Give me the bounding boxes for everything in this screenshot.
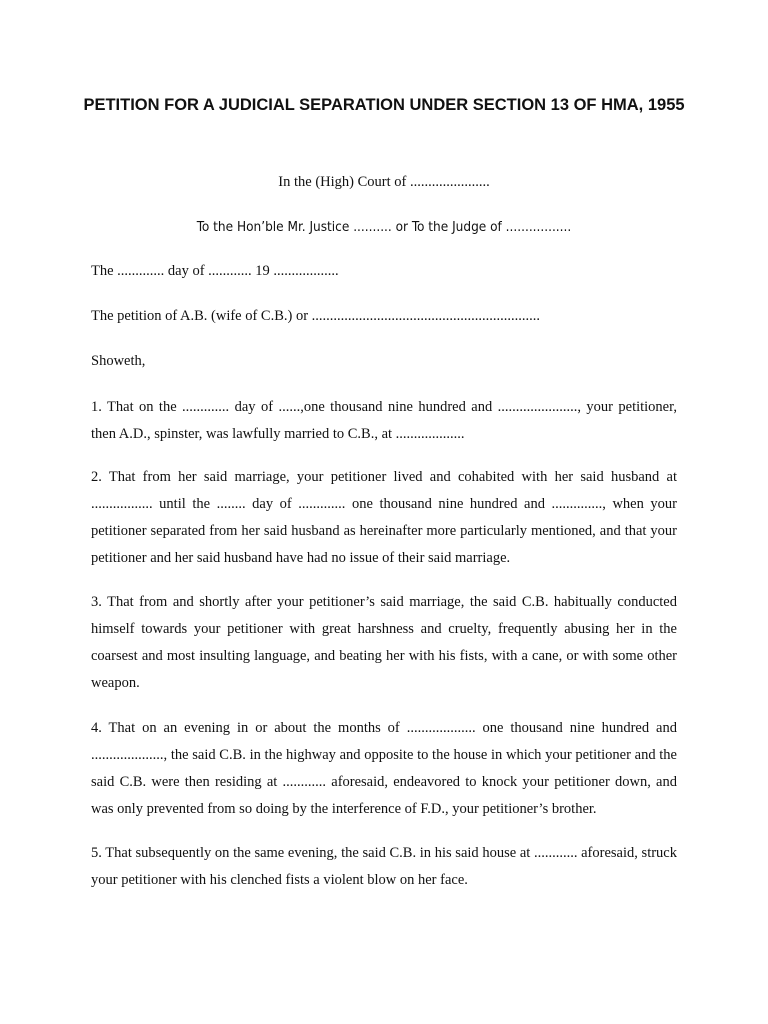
- date-line: The ............. day of ............ 19 ..................: [91, 263, 339, 279]
- paragraph-5: 5. That subsequently on the same evening, the said C.B. in his said house at ............ aforesaid, struck your petitioner with his clenched fists a violent blow on her face.: [91, 845, 677, 888]
- paragraph-4: 4. That on an evening in or about the months of ................... one thousand nine hundred and ...................., the said C.B. in the highway and opposite to the house in which your petitioner and the said C.B. were then residing at ............ aforesaid, endeavored to knock your petitioner down, and was only prevented from so doing by the interference of F.D., your petitioner’s brother.: [91, 720, 677, 817]
- addressee-line: To the Hon’ble Mr. Justice .......... or To the Judge of .................: [196, 219, 572, 235]
- paragraph-3: 3. That from and shortly after your petitioner’s said marriage, the said C.B. habitually conducted himself towards your petitioner with great harshness and cruelty, frequently abusing her in the coarsest and most insulting language, and beating her with his fists, with a cane, or with some other weapon.: [91, 594, 677, 691]
- document-title: PETITION FOR A JUDICIAL SEPARATION UNDER SECTION 13 OF HMA, 1955: [83, 96, 685, 114]
- paragraph-2: 2. That from her said marriage, your petitioner lived and cohabited with her said husband at ................. until the ........ day of ............. one thousand nine hundred and .............., when your petitioner separated from her said husband as hereinafter more particularly mentioned, and that your petitioner and her said husband have had no issue of their said marriage.: [91, 469, 677, 566]
- petition-line: The petition of A.B. (wife of C.B.) or ...............................................................: [91, 308, 541, 324]
- paragraph-1: 1. That on the ............. day of ......,one thousand nine hundred and ......................, your petitioner, then A.D., spinster, was lawfully married to C.B., at ...................: [91, 399, 677, 442]
- showeth-line: Showeth,: [91, 353, 146, 369]
- court-line: In the (High) Court of ......................: [278, 174, 490, 190]
